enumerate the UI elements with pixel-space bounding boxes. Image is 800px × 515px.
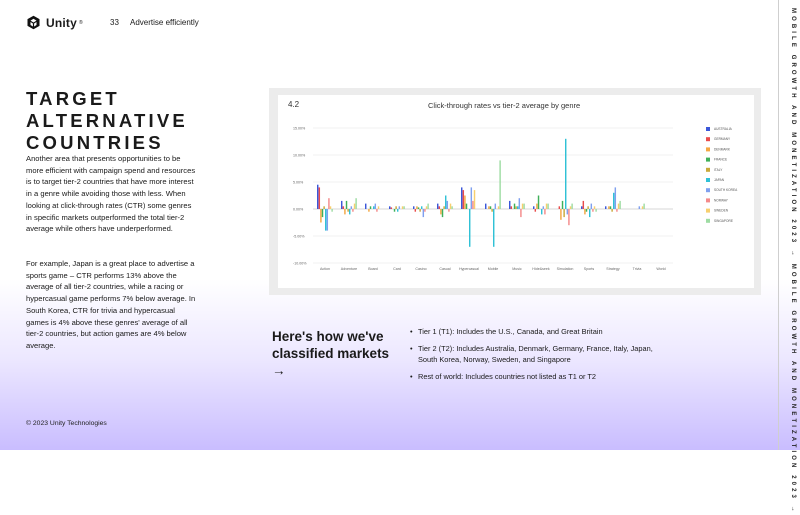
bar xyxy=(498,206,499,209)
bar xyxy=(330,206,331,209)
bar xyxy=(463,190,464,209)
copyright-footer: © 2023 Unity Technologies xyxy=(26,420,107,427)
bar xyxy=(323,206,324,209)
y-tick-label: -10.00% xyxy=(293,261,307,266)
bar xyxy=(447,201,448,209)
x-tick-label: Mobile xyxy=(487,267,499,271)
legend-swatch xyxy=(706,198,710,202)
bar xyxy=(464,196,465,210)
bar xyxy=(581,206,582,209)
bar xyxy=(448,209,449,212)
x-tick-label: Music xyxy=(512,267,522,271)
bar xyxy=(613,193,614,209)
bar xyxy=(587,206,588,209)
bar xyxy=(571,204,572,209)
section-title: Advertise efficiently xyxy=(130,18,199,27)
bar xyxy=(403,206,404,209)
bar xyxy=(642,206,643,209)
x-tick-label: Card xyxy=(393,267,401,271)
bar xyxy=(427,204,428,209)
legend-label: SINGAPORE xyxy=(714,218,733,223)
legend-label: SWEDEN xyxy=(714,208,728,213)
x-tick-label: Simulation xyxy=(556,267,574,271)
bar xyxy=(443,206,444,209)
figure-number: 4.2 xyxy=(288,100,300,109)
bar xyxy=(595,209,596,212)
bar xyxy=(618,204,619,209)
bar xyxy=(419,209,420,212)
bar xyxy=(485,204,486,209)
x-tick-label: Hide&seek xyxy=(532,267,550,271)
bar xyxy=(499,160,500,209)
x-tick-label: Strategy xyxy=(606,267,620,271)
brand-name: Unity xyxy=(46,15,77,30)
bar xyxy=(426,206,427,209)
legend-swatch xyxy=(706,209,710,213)
bar xyxy=(418,207,419,209)
bar xyxy=(368,209,369,212)
bar xyxy=(523,204,524,209)
bar xyxy=(583,201,584,209)
bar xyxy=(451,206,452,209)
legend-label: ITALY xyxy=(714,167,723,172)
y-tick-label: 0.00% xyxy=(293,207,304,212)
bar xyxy=(352,209,353,212)
legend-label: FRANCE xyxy=(714,157,728,162)
page-title: TARGET ALTERNATIVE COUNTRIES xyxy=(26,88,188,153)
legend-swatch xyxy=(706,127,710,131)
bar xyxy=(615,187,616,209)
x-tick-label: World xyxy=(656,267,666,271)
legend-swatch xyxy=(706,158,710,162)
bar xyxy=(546,204,547,209)
bar xyxy=(343,206,344,209)
legend-label: DENMARK xyxy=(714,147,730,152)
bar xyxy=(471,187,472,209)
bar xyxy=(584,209,585,214)
x-tick-label: Casual xyxy=(439,267,451,271)
bar xyxy=(559,206,560,209)
bar xyxy=(536,204,537,209)
unity-cube-icon xyxy=(26,15,41,30)
bar xyxy=(490,206,491,209)
bar xyxy=(608,206,609,209)
registered-mark: ® xyxy=(79,19,83,26)
legend-label: SOUTH KOREA xyxy=(714,188,738,193)
bar xyxy=(538,196,539,210)
bar xyxy=(511,206,512,209)
bar xyxy=(560,209,561,220)
bar xyxy=(327,209,328,231)
bar xyxy=(370,206,371,209)
bar xyxy=(317,185,318,209)
bar xyxy=(439,206,440,209)
bar xyxy=(394,209,395,212)
bar xyxy=(544,209,545,214)
bar xyxy=(488,206,489,209)
bar xyxy=(391,207,392,209)
bar xyxy=(376,209,377,212)
bar xyxy=(547,204,548,209)
bar xyxy=(533,206,534,209)
legend-swatch xyxy=(706,137,710,141)
bar xyxy=(605,206,606,209)
bar xyxy=(568,209,569,225)
bar xyxy=(474,190,475,209)
x-tick-label: Casino xyxy=(415,267,427,271)
bar xyxy=(421,206,422,209)
bar xyxy=(570,206,571,209)
x-tick-label: Board xyxy=(368,267,378,271)
y-tick-label: 5.00% xyxy=(293,180,304,185)
classified-heading: Here's how we've classified markets → xyxy=(272,329,390,378)
bar xyxy=(397,209,398,212)
bar xyxy=(543,206,544,209)
bar xyxy=(565,139,566,209)
bar xyxy=(341,201,342,209)
bar xyxy=(643,204,644,209)
tier-1-item: • Tier 1 (T1): Includes the U.S., Canada, and Great Britain xyxy=(410,326,660,338)
legend-label: AUSTRALIA xyxy=(714,127,732,131)
bar xyxy=(399,206,400,209)
x-tick-label: Action xyxy=(320,267,330,271)
body-paragraph-2: For example, Japan is a great place to advertise a sports game – CTR performs 13% above the average of all tier-2 countries, while a racing or hypercasual game performs 7% below average. In South Korea, CTR for trivia and hypercasual games is 4% above these genres' average of all tier-2 countries, but action games are 4% below average. xyxy=(26,259,196,350)
bar xyxy=(466,204,467,209)
bar xyxy=(351,206,352,209)
bar xyxy=(495,204,496,209)
bar xyxy=(375,204,376,209)
bar xyxy=(535,209,536,212)
bar xyxy=(445,196,446,210)
bar xyxy=(389,206,390,209)
legend-swatch xyxy=(706,188,710,192)
bar xyxy=(589,209,590,217)
bar xyxy=(325,209,326,231)
bar xyxy=(450,204,451,209)
bar xyxy=(610,206,611,209)
bar xyxy=(413,206,414,209)
bar xyxy=(515,206,516,209)
rest-of-world-item: • Rest of world: Includes countries not listed as T1 or T2 xyxy=(410,371,660,383)
chart-title: Click-through rates vs tier-2 average by genre xyxy=(428,101,581,110)
bar xyxy=(415,209,416,212)
bar xyxy=(563,209,564,217)
y-tick-label: 10.00% xyxy=(293,153,306,158)
bar xyxy=(562,201,563,209)
bar xyxy=(592,209,593,212)
bar xyxy=(611,209,612,212)
page-number: 33 xyxy=(110,18,119,27)
unity-logo xyxy=(26,15,83,30)
bar xyxy=(347,209,348,212)
x-tick-label: Hypercasual xyxy=(459,267,479,271)
bar xyxy=(331,209,332,212)
bar xyxy=(442,209,443,217)
bar xyxy=(461,187,462,209)
bar xyxy=(586,209,587,212)
bar xyxy=(402,206,403,209)
x-tick-label: Adventure xyxy=(340,267,358,271)
bar xyxy=(319,187,320,209)
bar xyxy=(517,206,518,209)
legend-label: JAPAN xyxy=(714,178,725,182)
bar xyxy=(520,209,521,217)
bar xyxy=(509,201,510,209)
bar xyxy=(346,201,347,209)
x-tick-label: Trivia xyxy=(632,267,642,271)
bar xyxy=(423,209,424,217)
bar xyxy=(437,204,438,209)
tier-list xyxy=(410,326,660,387)
bar xyxy=(373,206,374,209)
bar xyxy=(365,204,366,209)
bar xyxy=(469,209,470,247)
legend-swatch xyxy=(706,178,710,182)
bar xyxy=(522,204,523,209)
bar xyxy=(378,206,379,209)
bar xyxy=(616,209,617,212)
bar xyxy=(424,209,425,212)
y-tick-label: -5.00% xyxy=(293,234,305,239)
x-tick-label: Sports xyxy=(583,267,595,271)
body-paragraph-1: Another area that presents opportunities to be more efficient with campaign spend and resources is to target tier-2 countries that have more interest in a genre while avoiding those with less. When looking at click-through rates (CTR) some genres in specific markets outperformed the total tier-2 average while others have underperformed. xyxy=(26,154,196,234)
bar xyxy=(591,204,592,209)
bar xyxy=(344,209,345,214)
tier-2-item: • Tier 2 (T2): Includes Australia, Denmark, Germany, France, Italy, Japan, South Korea, Norway, Sweden, and Singapore xyxy=(410,343,660,366)
legend-swatch xyxy=(706,168,710,172)
bar xyxy=(491,209,492,212)
bar xyxy=(328,198,329,209)
ctr-bar-chart xyxy=(278,95,754,288)
bar xyxy=(320,209,321,223)
legend-label: NORWAY xyxy=(714,198,728,203)
bar xyxy=(514,204,515,209)
bar xyxy=(440,209,441,214)
bar xyxy=(619,201,620,209)
bar xyxy=(541,209,542,214)
bar xyxy=(416,206,417,209)
side-banner: MOBILE GROWTH AND MONETIZATION 2023 → MOBILE GROWTH AND MONETIZATION 2023 → xyxy=(790,8,796,515)
bar xyxy=(493,209,494,247)
bar xyxy=(349,209,350,214)
legend-label: GERMANY xyxy=(714,137,731,142)
bar xyxy=(472,201,473,209)
bar xyxy=(639,206,640,209)
bar xyxy=(355,198,356,209)
bar xyxy=(567,209,568,214)
bar xyxy=(519,198,520,209)
y-tick-label: 15.00% xyxy=(293,126,306,131)
bar xyxy=(354,204,355,209)
bar xyxy=(322,209,323,217)
legend-swatch xyxy=(706,219,710,223)
legend-swatch xyxy=(706,147,710,151)
bar xyxy=(594,206,595,209)
bar xyxy=(395,206,396,209)
